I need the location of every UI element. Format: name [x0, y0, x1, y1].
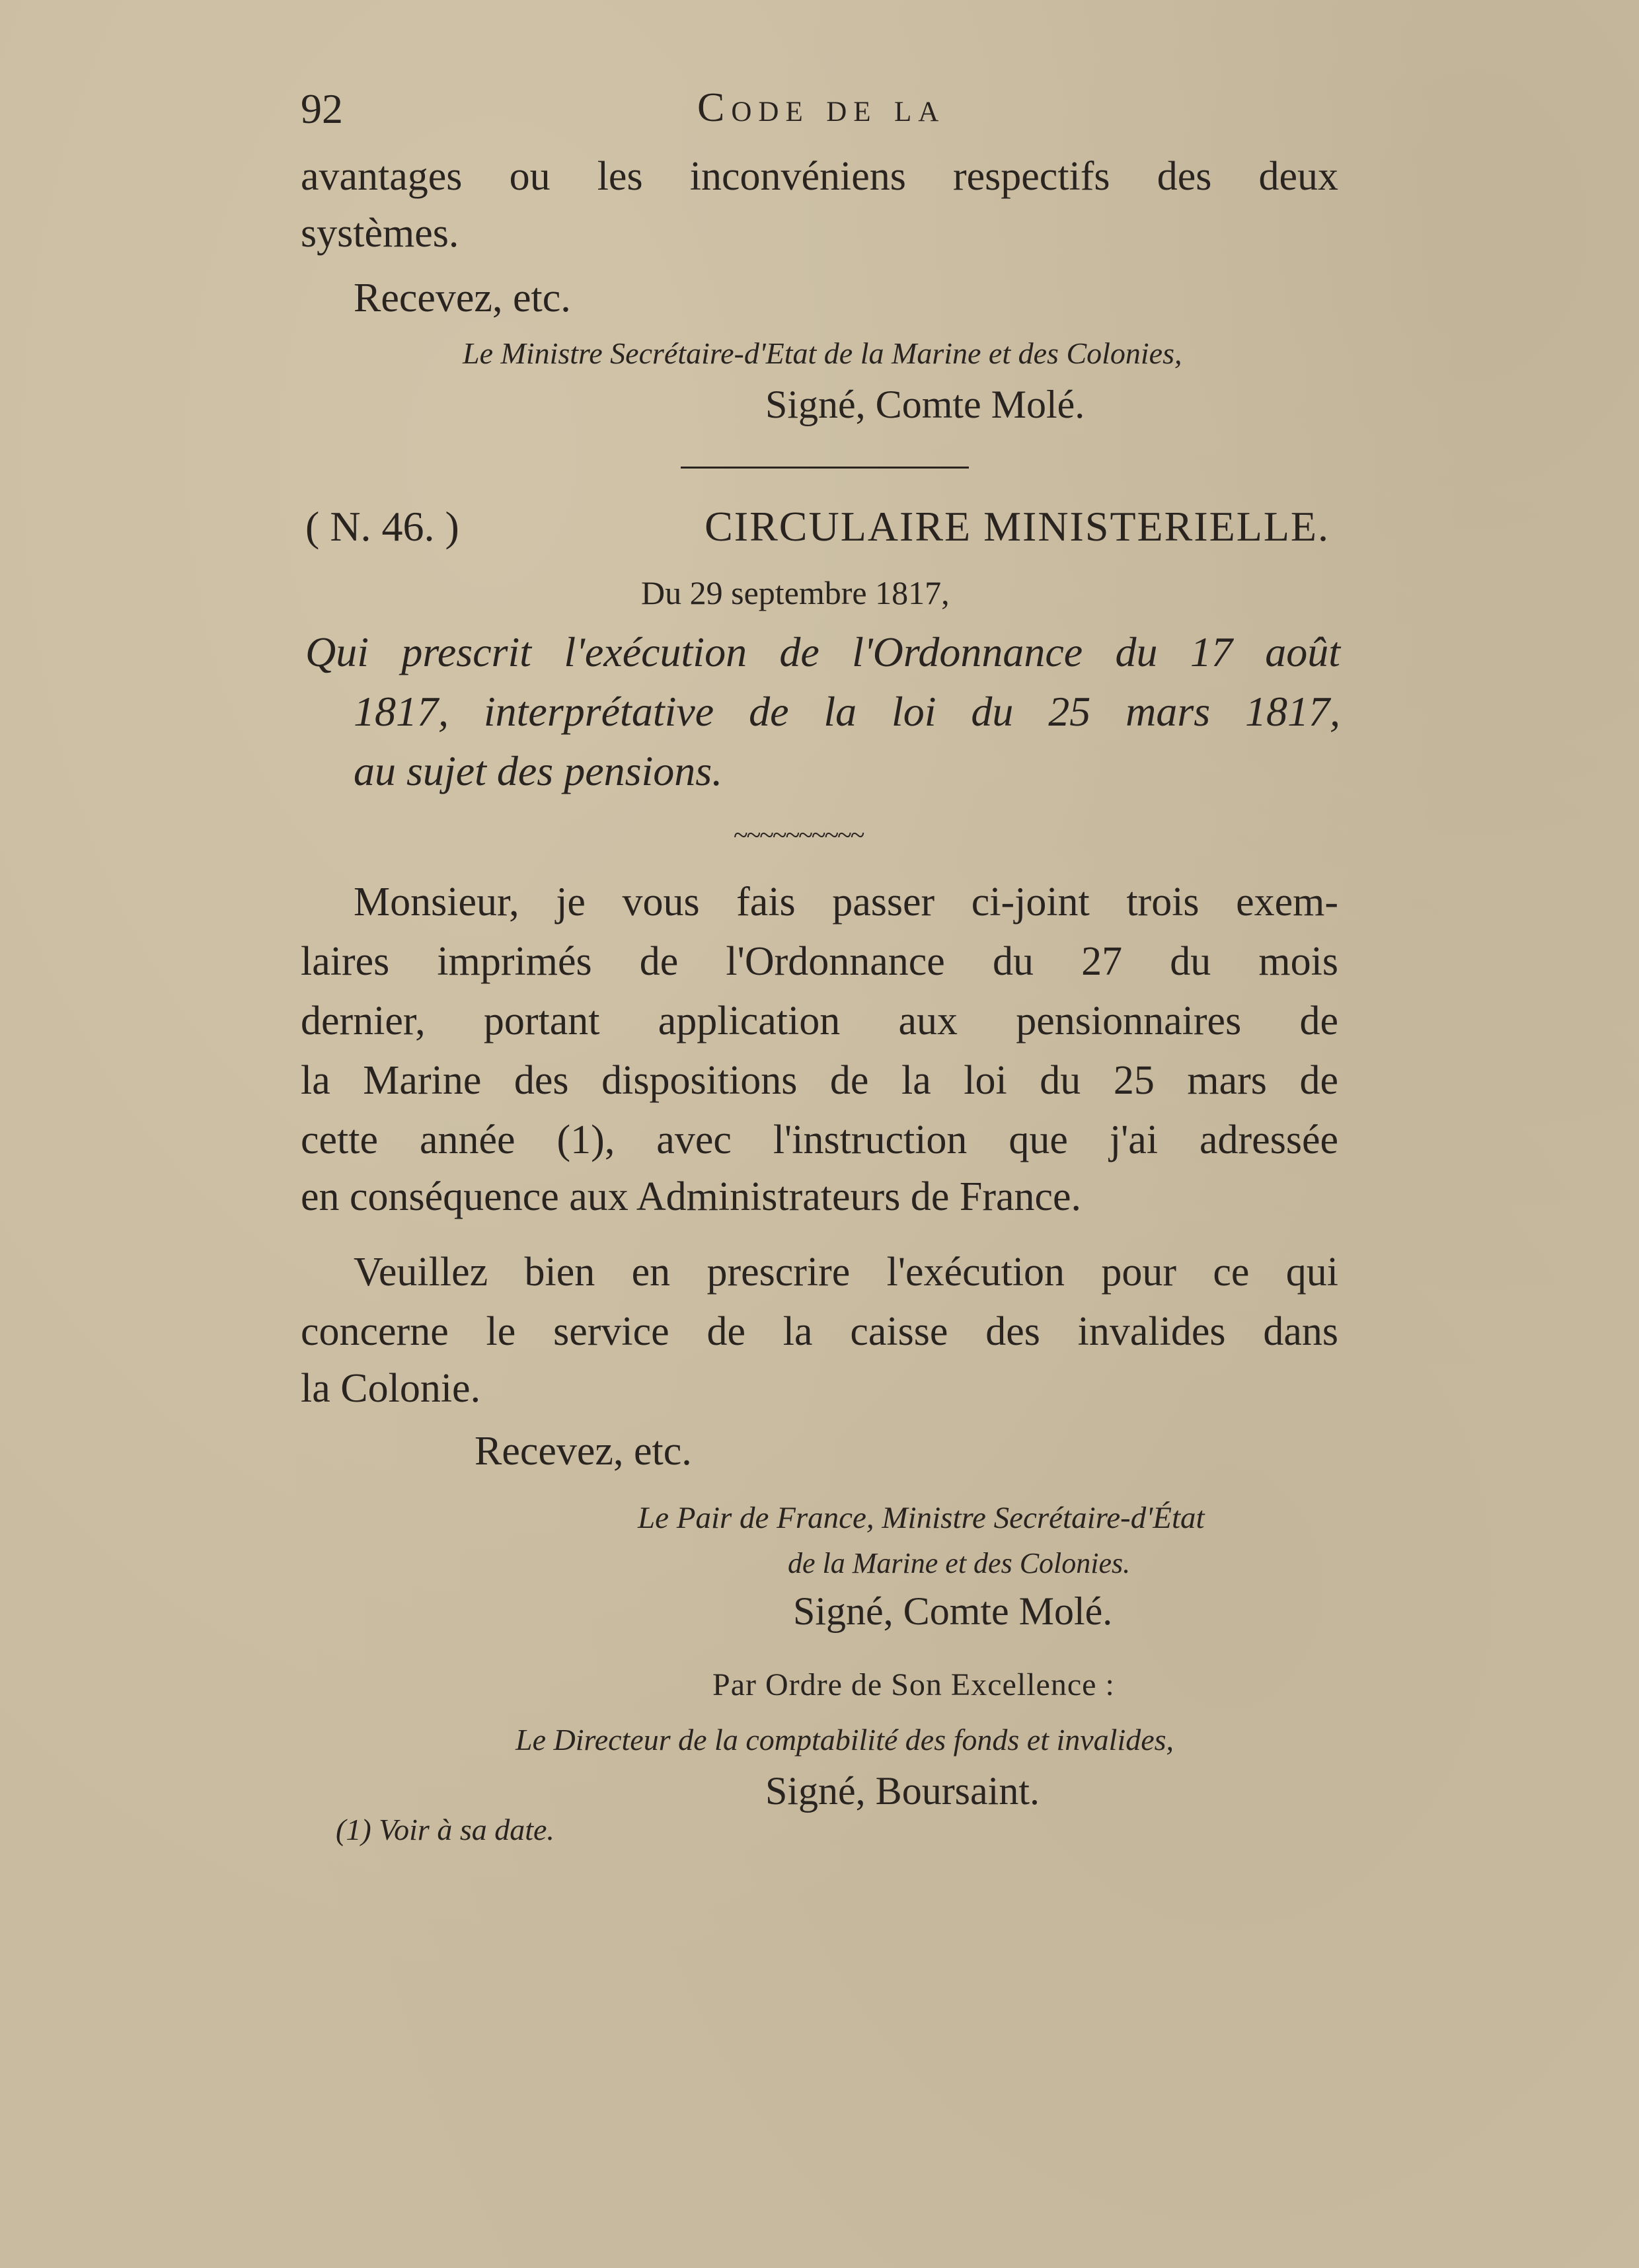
footnote: (1) Voir à sa date.	[336, 1813, 554, 1846]
minister-title: de la Marine et des Colonies.	[788, 1547, 1131, 1579]
paragraph-line: la Marine des dispositions de la loi du 25 mars de	[301, 1058, 1338, 1103]
document-heading	[305, 502, 1330, 551]
page-number: 92	[301, 85, 343, 132]
document-title: CIRCULAIRE MINISTERIELLE.	[705, 503, 1330, 550]
document-number: ( N. 46. )	[305, 503, 459, 550]
previous-letter-line: systèmes.	[301, 211, 459, 256]
ornament-divider: ~~~~~~~~~~	[734, 820, 864, 850]
section-divider	[681, 467, 969, 469]
order-line: Par Ordre de Son Excellence :	[712, 1667, 1115, 1702]
director-title: Le Directeur de la comptabilité des fonds et invalides,	[515, 1723, 1174, 1757]
paragraph-line: dernier, portant application aux pensionnaires de	[301, 999, 1338, 1043]
previous-letter-closing: Recevez, etc.	[354, 276, 571, 321]
document-summary-line: au sujet des pensions.	[354, 747, 723, 794]
minister-title: Le Pair de France, Ministre Secrétaire-d'État	[638, 1501, 1205, 1535]
body-closing: Recevez, etc.	[475, 1429, 692, 1474]
previous-letter-line: avantages ou les inconvéniens respectifs des deux	[301, 154, 1338, 199]
paragraph-line: Monsieur, je vous fais passer ci-joint trois exem-	[354, 880, 1338, 925]
previous-signature: Signé, Comte Molé.	[765, 383, 1085, 426]
document-date: Du 29 septembre 1817,	[641, 574, 950, 611]
paragraph-line: laires imprimés de l'Ordonnance du 27 du mois	[301, 939, 1338, 984]
previous-signature-title: Le Ministre Secrétaire-d'Etat de la Marine et des Colonies,	[463, 336, 1182, 370]
document-summary-line: 1817, interprétative de la loi du 25 mars 1817,	[354, 688, 1340, 735]
paragraph-line: la Colonie.	[301, 1366, 481, 1411]
running-title: Code de la	[697, 85, 946, 130]
document-summary-line: Qui prescrit l'exécution de l'Ordonnance du 17 août	[305, 628, 1340, 675]
paragraph-line: en conséquence aux Administrateurs de France.	[301, 1174, 1082, 1219]
paragraph-line: Veuillez bien en prescrire l'exécution pour ce qui	[354, 1250, 1338, 1295]
director-signature: Signé, Boursaint.	[765, 1769, 1040, 1813]
paragraph-line: cette année (1), avec l'instruction que j'ai adressée	[301, 1117, 1338, 1162]
paragraph-line: concerne le service de la caisse des invalides dans	[301, 1309, 1338, 1354]
minister-signature: Signé, Comte Molé.	[793, 1589, 1113, 1633]
